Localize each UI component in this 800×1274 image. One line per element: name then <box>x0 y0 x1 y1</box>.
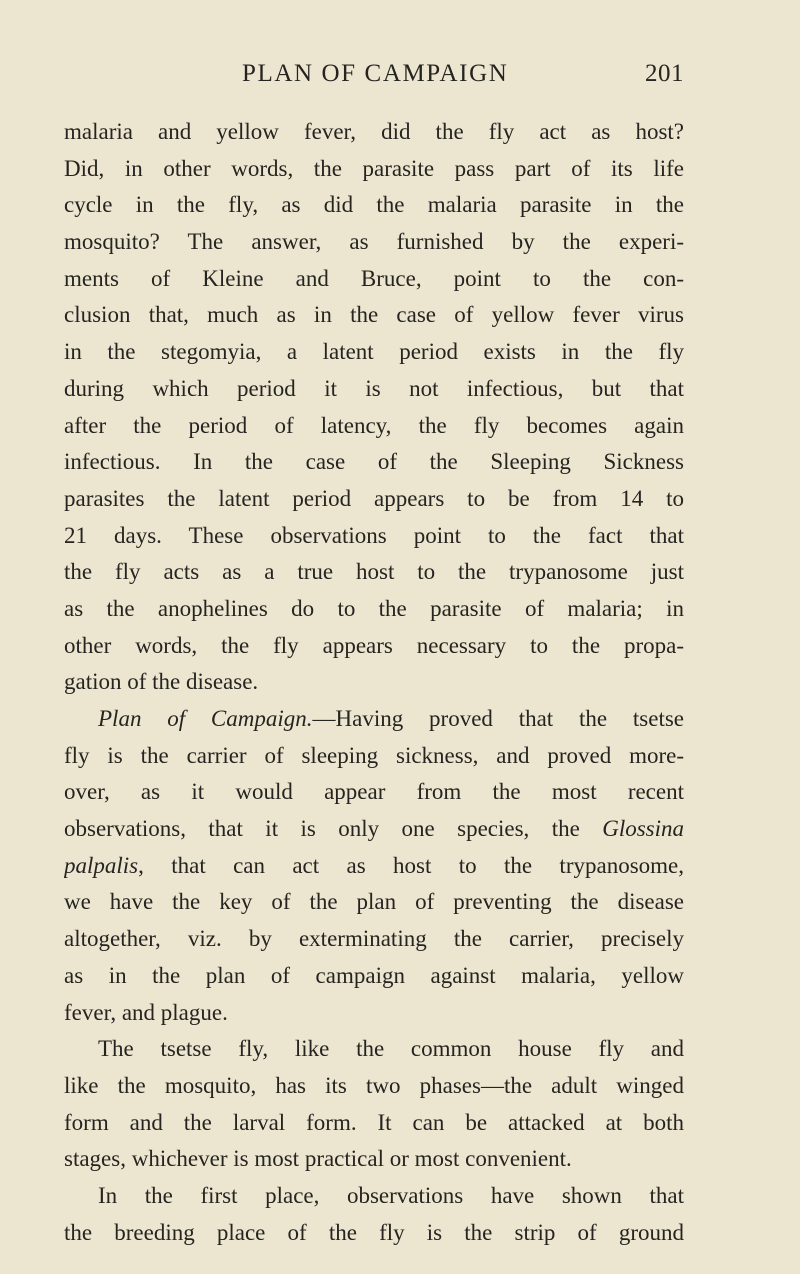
species-name: palpalis <box>64 852 139 878</box>
text-line: the fly acts as a true host to the trypanosome just <box>64 559 684 585</box>
text-line: the breeding place of the fly is the strip of ground <box>64 1219 684 1245</box>
page-number: 201 <box>645 60 684 87</box>
species-genus: Glossina <box>602 816 684 842</box>
section-text: —Having proved that the tsetse <box>312 706 684 731</box>
text-line: fly is the carrier of sleeping sickness, and proved more- <box>64 742 684 768</box>
text-line: form and the larval form. It can be attacked at both <box>64 1109 684 1135</box>
text-line: The tsetse fly, like the common house fly and <box>98 1036 684 1062</box>
text-line: mosquito? The answer, as furnished by the experi- <box>64 229 684 255</box>
text-line: other words, the fly appears necessary to the propa- <box>64 632 684 658</box>
text-line: ments of Kleine and Bruce, point to the con- <box>64 265 684 291</box>
text-line: infectious. In the case of the Sleeping Sickness <box>64 449 684 475</box>
text-line: we have the key of the plan of preventing the disease <box>64 889 684 915</box>
text-line: like the mosquito, has its two phases—the adult winged <box>64 1072 684 1098</box>
text-line <box>64 848 684 885</box>
text-line: clusion that, much as in the case of yellow fever virus <box>64 302 684 328</box>
text-line: malaria and yellow fever, did the fly act as host? <box>64 119 684 144</box>
text-line: 21 days. These observations point to the fact that <box>64 522 684 548</box>
text-line: cycle in the fly, as did the malaria parasite in the <box>64 192 684 218</box>
text-segment: , that can act as host to the trypanosome, <box>138 852 684 878</box>
text-line: gation of the disease. <box>64 669 259 695</box>
text-line: as in the plan of campaign against malaria, yellow <box>64 962 684 988</box>
running-head <box>64 60 684 100</box>
text-line: stages, whichever is most practical or most convenient. <box>64 1146 572 1172</box>
body-text <box>64 114 684 1251</box>
text-line: altogether, viz. by exterminating the carrier, precisely <box>64 926 684 952</box>
text-line: fever, and plague. <box>64 999 228 1025</box>
text-line: during which period it is not infectious, but that <box>64 375 684 401</box>
section-start-line <box>64 701 684 738</box>
text-line: after the period of latency, the fly becomes again <box>64 412 684 438</box>
text-line: In the first place, observations have shown that <box>98 1182 684 1208</box>
text-segment: observations, that it is only one species, the <box>64 816 603 842</box>
text-line: in the stegomyia, a latent period exists in the fly <box>64 339 684 365</box>
section-heading: Plan of Campaign. <box>98 706 313 731</box>
text-line: as the anophelines do to the parasite of malaria; in <box>64 595 684 621</box>
text-line <box>64 811 684 848</box>
running-title: PLAN OF CAMPAIGN <box>242 60 509 87</box>
text-line: over, as it would appear from the most recent <box>64 779 684 805</box>
text-line: Did, in other words, the parasite pass part of its life <box>64 155 684 181</box>
text-line: parasites the latent period appears to be from 14 to <box>64 485 684 511</box>
